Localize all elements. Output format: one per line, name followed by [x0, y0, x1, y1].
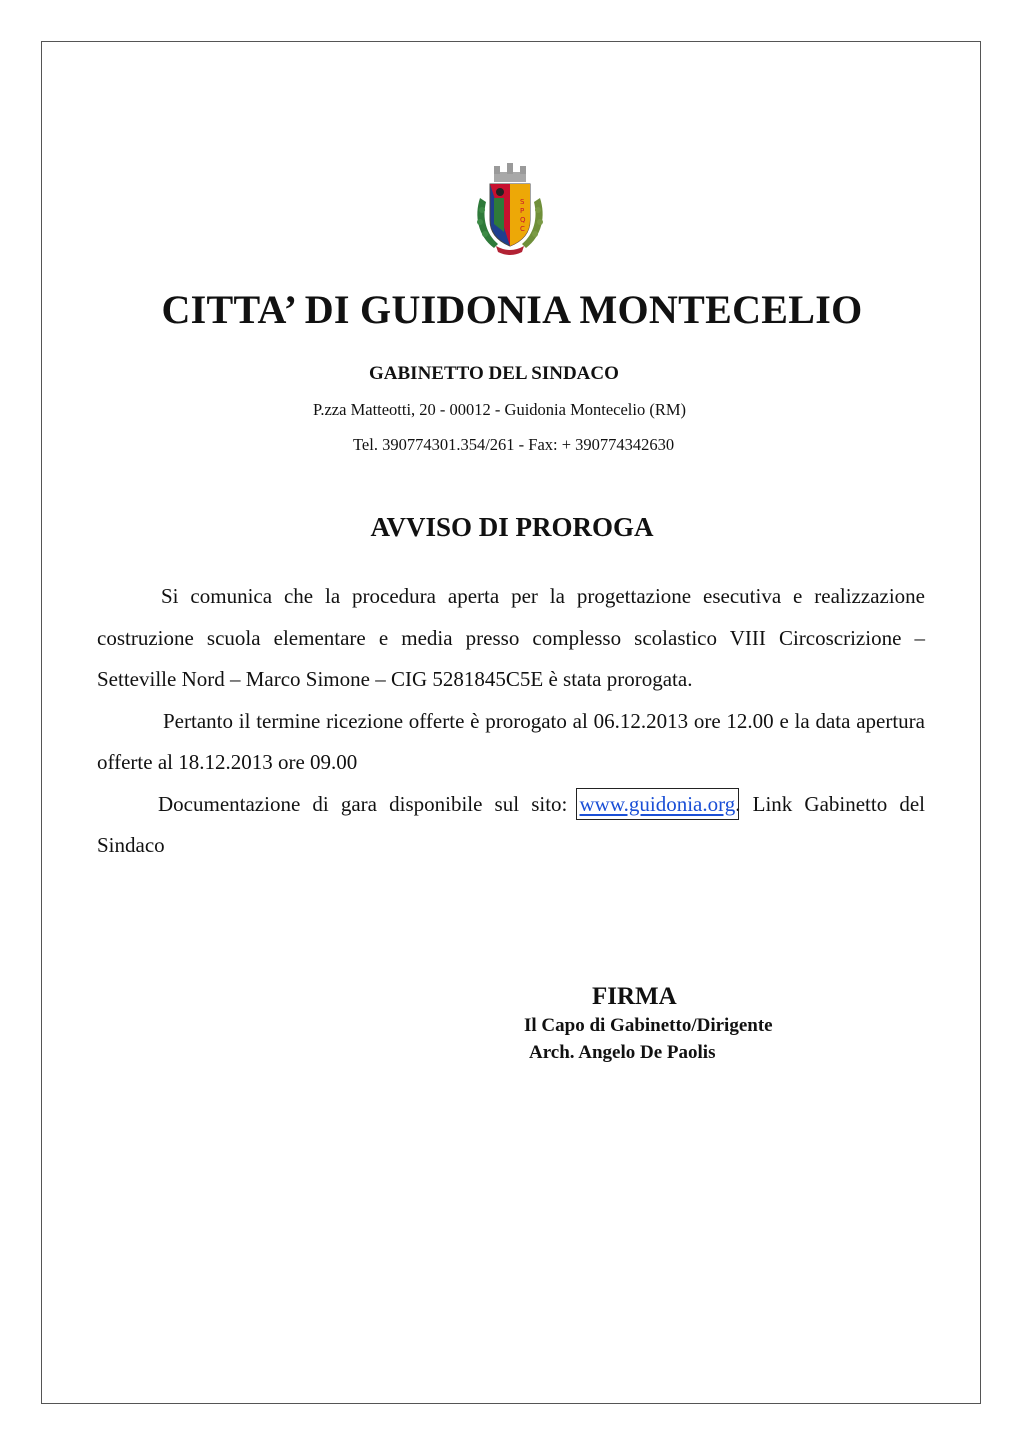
city-title: CITTA’ DI GUIDONIA MONTECELIO	[161, 287, 863, 332]
office-address: P.zza Matteotti, 20 - 00012 - Guidonia Montecelio (RM)	[313, 400, 687, 419]
signatory-role: Il Capo di Gabinetto/Dirigente	[524, 1015, 773, 1036]
svg-text:P: P	[520, 207, 525, 215]
documentation-text: Documentazione di gara disponibile sul sito:	[158, 791, 580, 816]
svg-text:Q: Q	[520, 216, 526, 224]
documentation-link-suffix: . Link Gabinetto del Sindaco	[97, 791, 925, 857]
office-phone-fax: Tel. 390774301.354/261 - Fax: + 390774342630	[353, 435, 675, 454]
notice-paragraph-deadline: Pertanto il termine ricezione offerte è prorogato al 06.12.2013 ore 12.00 e la data apertura offerte al 18.12.2013 ore 09.00	[97, 708, 925, 774]
notice-body	[97, 576, 925, 867]
notice-paragraph-procedure: Si comunica che la procedura aperta per la progettazione esecutiva e realizzazione costruzione scuola elementare e media presso complesso scolastico VIII Circoscrizione – Setteville Nord – Marco Simone – CIG 5281845C5E è stata prorogata.	[97, 584, 925, 691]
svg-text:C: C	[520, 225, 525, 233]
notice-title: AVVISO DI PROROGA	[370, 512, 654, 542]
svg-text:S: S	[520, 198, 525, 206]
signatory-name: Arch. Angelo De Paolis	[529, 1042, 716, 1063]
office-title: GABINETTO DEL SINDACO	[369, 363, 619, 384]
signature-heading: FIRMA	[592, 983, 677, 1010]
municipal-crest-icon	[470, 158, 550, 260]
notice-paragraph-documentation	[97, 784, 925, 867]
website-link[interactable]: www.guidonia.org	[579, 791, 736, 816]
